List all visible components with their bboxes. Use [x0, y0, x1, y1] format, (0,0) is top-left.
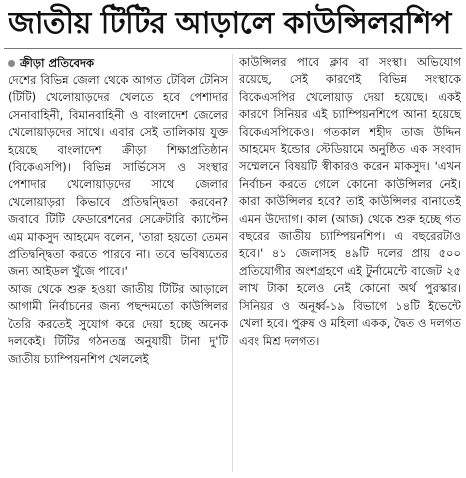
- article-paragraph: কাউন্সিলর পাবে ক্লাব বা সংস্থা। অভিযোগ রয়েছে, সেই কারণেই বিভিন্ন সংস্থাকে বিকেএসপির খেলোয়াড় দেয়া হয়েছে। একই কারণে সিনিয়র এই চ্যাম্পিয়নশিপে আনা হয়েছে বিকেএসপিকেও। গতকাল শহীদ তাজ উদ্দিন আহমেদ ইন্ডোর স্টেডিয়ামে অনুষ্ঠিত এক সংবাদ সম্মেলনে বিষয়টি স্বীকারও করেন মাকসুদ। 'এখন নির্বাচন করতে গেলে কোনো কাউন্সিলর নেই। কারা কাউন্সিলর হবে? তাই কাউন্সিলর বানাতেই এমন উদ্যোগ। কাল (আজ) থেকে শুরু হচ্ছে গত বছরের জাতীয় চ্যাম্পিয়নশিপ। এ বছরেরটাও হবে।' ৪১ জেলাসহ ৪৯টি দলের প্রায় ৫০০ প্রতিযোগীর অংশগ্রহণে এই টুর্নামেন্টে বাজেট ২৫ লাখ টাকা হলেও নেই কোনো অর্থ পুরস্কার। সিনিয়র ও অনূর্ধ্ব-১৯ বিভাগে ১৪টি ইভেন্টে খেলা হবে। পুরুষ ও মহিলা একক, দ্বৈত ও দলগত এবং মিশ্র দলগত।: [239, 55, 461, 348]
- article-column-right: [239, 54, 461, 474]
- bullet-icon: [8, 60, 15, 67]
- article-column-left: [8, 72, 228, 472]
- article-paragraph: আজ থেকে শুরু হওয়া জাতীয় টিটির আড়ালে আগামী নির্বাচনের জন্য পছন্দমতো কাউন্সিলর তৈরি করতেই সুযোগ করে দেয়া হচ্ছে অনেক দলকেই। টিটির গঠনতন্ত্র অনুযায়ী টানা দু'টি জাতীয় চ্যাম্পিয়নশিপ খেললেই: [8, 281, 228, 366]
- byline-row: [8, 55, 228, 71]
- byline: ক্রীড়া প্রতিবেদক: [20, 56, 95, 70]
- headline-rule: [4, 48, 462, 49]
- column-divider: [232, 54, 233, 472]
- headline: জাতীয় টিটির আড়ালে কাউন্সিলরশিপ: [8, 6, 451, 41]
- article-paragraph: দেশের বিভিন্ন জেলা থেকে আগত টেবিল টেনিস (টিটি) খেলোয়াড়দের খেলতে হবে পেশাদার সেনাবাহিনী, বিমানবাহিনী ও বাংলাদেশ জেলের খেলোয়াড়দের সাথে। এবার সেই তালিকায় যুক্ত হয়েছে বাংলাদেশ ক্রীড়া শিক্ষাপ্রতিষ্ঠান (বিকেএসপি)। বিভিন্ন সার্ভিসেস ও সংস্থার পেশাদার খেলোয়াড়দের সাথে জেলার খেলোয়াড়রা কিভাবে প্রতিদ্বন্দ্বিতা করবেন? জবাবে টিটি ফেডারেশনের সেক্রেটারি ক্যাপ্টেন এম মাকসুদ আহমেদ বলেন, 'তারা হয়তো তেমন প্রতিদ্বন্দ্বিতা করতে পারবে না। তবে ভবিষ্যতের জন্য আইডল খুঁজে পাবে।': [8, 73, 228, 279]
